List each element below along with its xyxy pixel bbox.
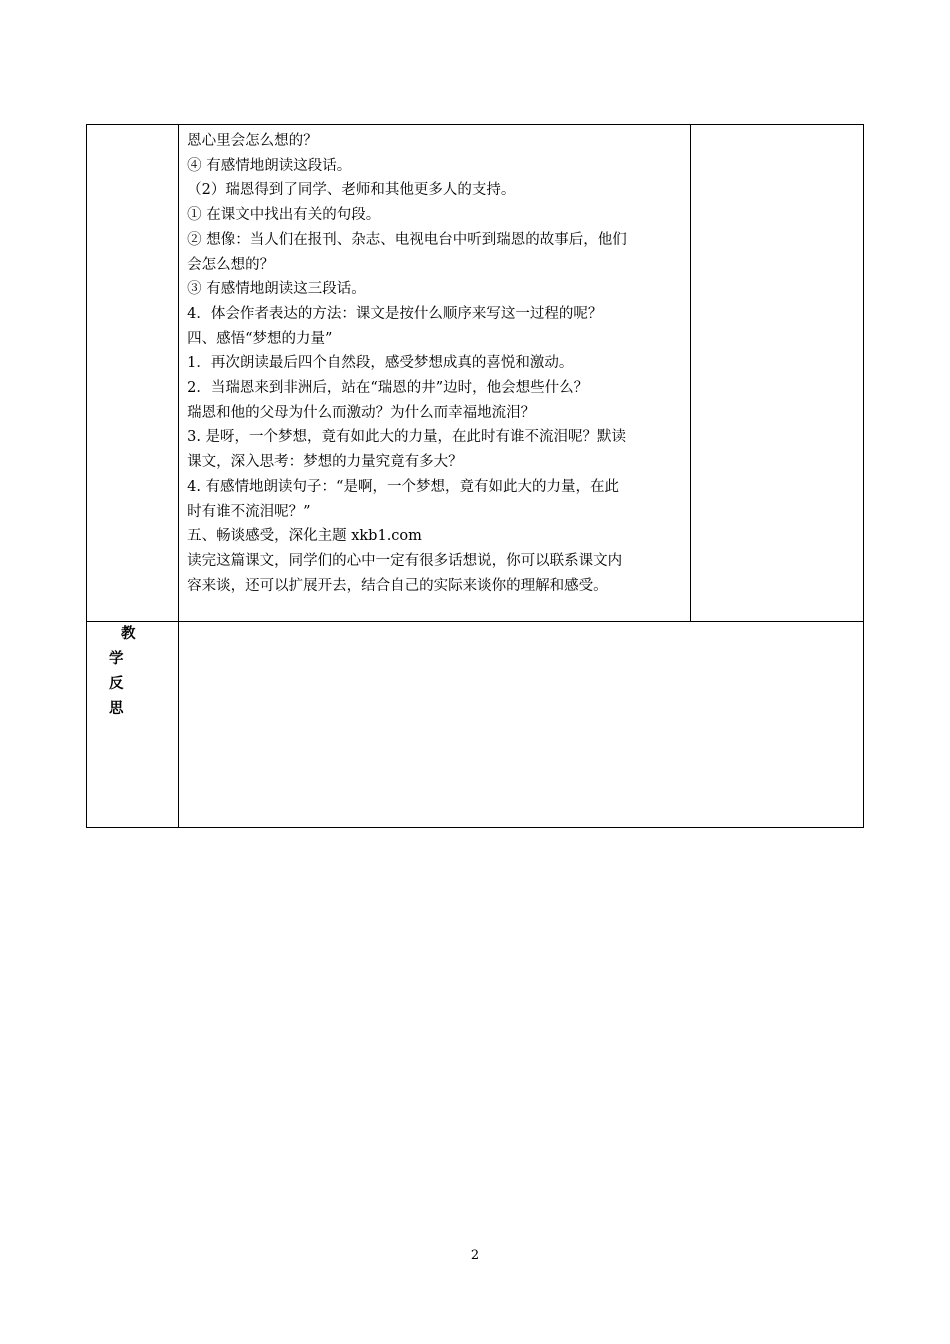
lesson-line: 1．再次朗读最后四个自然段，感受梦想成真的喜悦和激动。 bbox=[187, 355, 574, 372]
reflection-label-char: 反 bbox=[109, 676, 124, 692]
lesson-line: 2．当瑞恩来到非洲后，站在“瑞恩的井”边时，他会想些什么？ bbox=[187, 380, 589, 397]
lesson-line: 3. 是呀，一个梦想，竟有如此大的力量，在此时有谁不流泪呢？默读 bbox=[187, 429, 627, 446]
lesson-line: 四、感悟“梦想的力量” bbox=[187, 330, 333, 347]
lesson-line: ① 在课文中找出有关的句段。 bbox=[187, 207, 381, 224]
teaching-reflection-label bbox=[87, 622, 179, 828]
notes-cell-empty bbox=[690, 125, 863, 622]
reflection-label-char: 思 bbox=[109, 701, 124, 717]
lesson-line: 时有谁不流泪呢？” bbox=[187, 503, 311, 520]
lesson-line: 4．体会作者表达的方法：课文是按什么顺序来写这一过程的呢？ bbox=[187, 305, 603, 322]
reflection-label-char: 学 bbox=[109, 651, 124, 667]
lesson-line: 恩心里会怎么想的？ bbox=[187, 133, 318, 149]
lesson-line: 五、畅谈感受，深化主题 xkb1.com bbox=[187, 528, 422, 545]
lesson-steps-cell bbox=[179, 125, 691, 622]
lesson-plan-table bbox=[86, 124, 864, 828]
page-number: 2 bbox=[470, 1248, 480, 1263]
teaching-reflection-content bbox=[179, 622, 864, 828]
lesson-line: 4. 有感情地朗读句子：“是啊，一个梦想，竟有如此大的力量，在此 bbox=[187, 478, 619, 495]
label-cell-empty bbox=[87, 125, 179, 622]
lesson-line: ③ 有感情地朗读这三段话。 bbox=[187, 281, 366, 298]
lesson-line: 容来谈，还可以扩展开去，结合自己的实际来谈你的理解和感受。 bbox=[187, 577, 608, 594]
lesson-content-row bbox=[87, 125, 864, 622]
lesson-line: ④ 有感情地朗读这段话。 bbox=[187, 157, 352, 174]
lesson-line: （2）瑞恩得到了同学、老师和其他更多人的支持。 bbox=[187, 182, 516, 199]
reflection-label-char: 教 bbox=[121, 626, 136, 642]
lesson-line: 课文，深入思考：梦想的力量究竟有多大？ bbox=[187, 454, 463, 471]
lesson-line: 会怎么想的？ bbox=[187, 256, 275, 273]
lesson-line: 读完这篇课文，同学们的心中一定有很多话想说，你可以联系课文内 bbox=[187, 552, 623, 569]
lesson-line: ② 想像：当人们在报刊、杂志、电视电台中听到瑞恩的故事后，他们 bbox=[187, 231, 627, 248]
teaching-reflection-row bbox=[87, 622, 864, 828]
lesson-line: 瑞恩和他的父母为什么而激动？为什么而幸福地流泪？ bbox=[187, 404, 536, 421]
